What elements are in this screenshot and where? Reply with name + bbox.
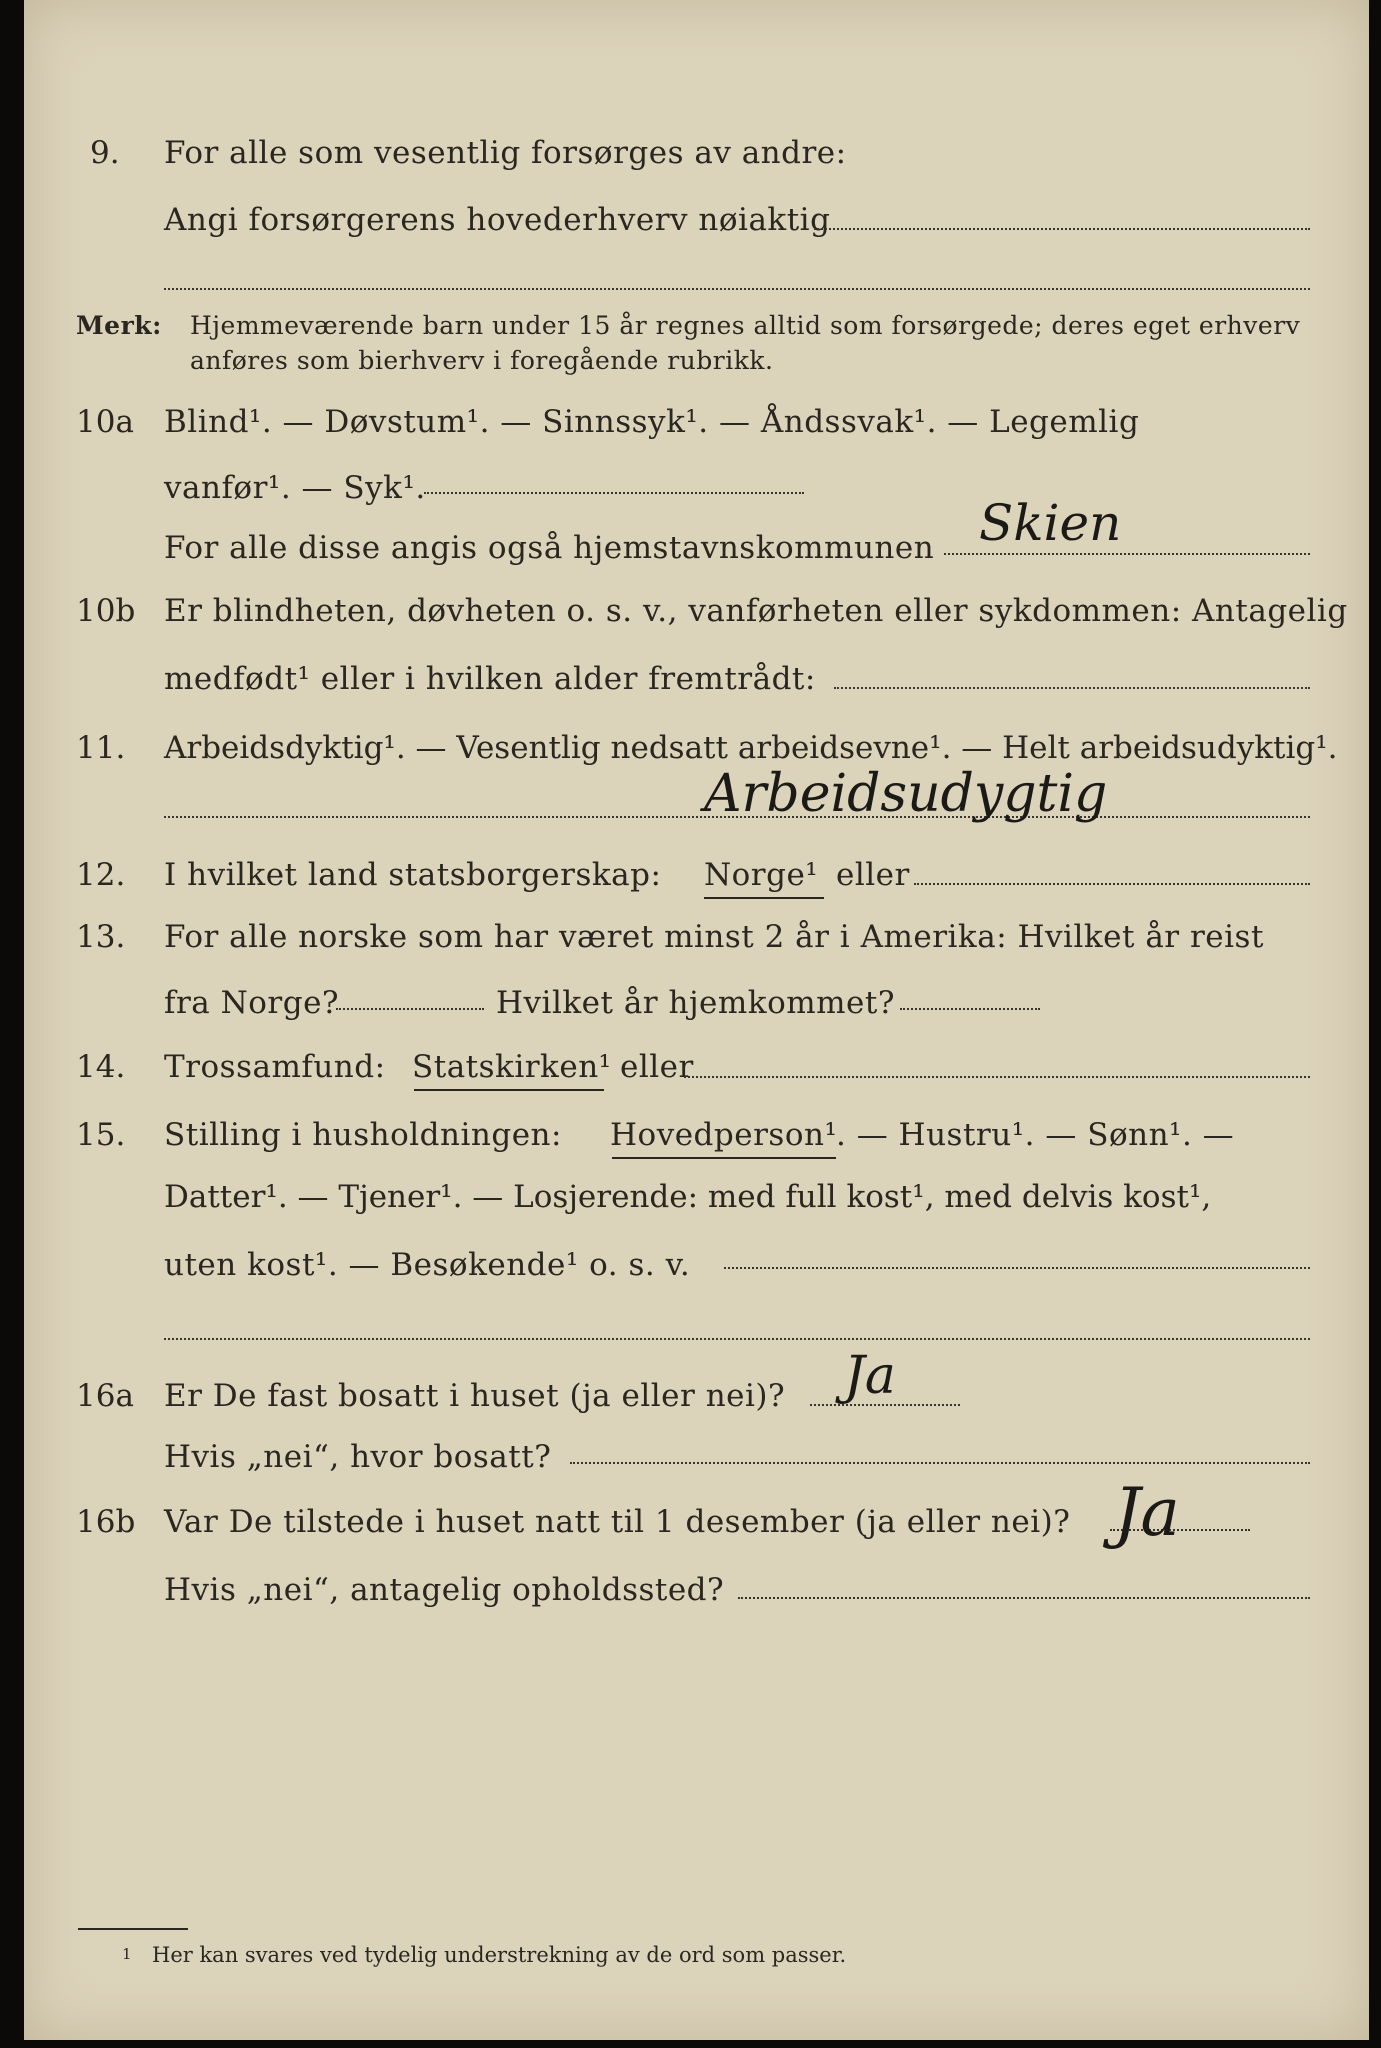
q16b-number: 16b (76, 1504, 136, 1540)
q10b-question-cont: medfødt¹ eller i hvilken alder fremtrådt: (164, 661, 816, 697)
q13-question: For alle norske som har været minst 2 år i Amerika: Hvilket år reist (164, 919, 1264, 955)
q15-answer-field-2[interactable] (164, 1338, 1310, 1340)
q15-number: 15. (76, 1117, 126, 1153)
q9-answer-field[interactable] (814, 228, 1310, 230)
q16a-number: 16a (76, 1378, 134, 1414)
q10a-handwritten-answer: Skien (979, 494, 1122, 552)
q16a-followup: Hvis „nei“, hvor bosatt? (164, 1439, 552, 1475)
footnote-rule (78, 1928, 188, 1930)
q15-option-head: Hovedperson¹ (610, 1117, 838, 1153)
q11-options: Arbeidsdyktig¹. — Vesentlig nedsatt arbeidsevne¹. — Helt arbeidsudyktig¹. (164, 730, 1338, 766)
q15-options-line-3: uten kost¹. — Besøkende¹ o. s. v. (164, 1247, 691, 1283)
q11-number: 11. (76, 730, 126, 766)
q12-or: eller (836, 857, 910, 893)
q12-norway-underline (704, 897, 824, 899)
q15-question: Stilling i husholdningen: (164, 1117, 562, 1153)
census-form-page (24, 0, 1369, 2040)
q10a-number: 10a (76, 404, 134, 440)
q16a-handwritten-answer: Ja (844, 1346, 896, 1406)
q14-or: eller (620, 1049, 694, 1085)
note-text-line-1: Hjemmeværende barn under 15 år regnes alltid som forsørgede; deres eget erhverv (190, 311, 1301, 340)
q13-number: 13. (76, 919, 126, 955)
q16b-followup: Hvis „nei“, antagelig opholdssted? (164, 1572, 725, 1608)
q10b-answer-field[interactable] (834, 687, 1310, 689)
q10a-options: Blind¹. — Døvstum¹. — Sinnssyk¹. — Åndssvak¹. — Legemlig (164, 404, 1140, 440)
footnote-marker: 1 (122, 1945, 132, 1963)
q16b-question: Var De tilstede i huset natt til 1 desember (ja eller nei)? (164, 1504, 1071, 1540)
note-text-line-2: anføres som bierhverv i foregående rubrikk. (190, 346, 774, 375)
q10b-question: Er blindheten, døvheten o. s. v., vanførheten eller sykdommen: Antagelig (164, 593, 1348, 629)
q9-number: 9. (90, 135, 120, 171)
q12-answer-field[interactable] (914, 883, 1310, 885)
q14-state-church-underline (414, 1089, 604, 1091)
q12-question: I hvilket land statsborgerskap: (164, 857, 662, 893)
q16a-followup-field[interactable] (570, 1462, 1310, 1464)
q13-departure-year-field[interactable] (336, 1008, 484, 1010)
q16a-question: Er De fast bosatt i huset (ja eller nei)? (164, 1378, 786, 1414)
q11-handwritten-answer: Arbeidsudygtig (704, 764, 1108, 824)
q13-return-label: Hvilket år hjemkommet? (496, 985, 895, 1021)
q14-answer-field[interactable] (684, 1076, 1310, 1078)
q10a-options-cont: vanfør¹. — Syk¹. (164, 470, 426, 506)
q14-option-state-church: Statskirken¹ (412, 1049, 612, 1085)
q16b-handwritten-answer: Ja (1114, 1474, 1180, 1551)
q13-departure-label: fra Norge? (164, 985, 340, 1021)
q13-return-year-field[interactable] (900, 1008, 1040, 1010)
q10a-answer-field[interactable] (424, 492, 804, 494)
q14-question: Trossamfund: (164, 1049, 386, 1085)
q10a-home-municipality-field[interactable] (944, 553, 1310, 555)
q15-options-line-2: Datter¹. — Tjener¹. — Losjerende: med full kost¹, med delvis kost¹, (164, 1179, 1212, 1215)
q9-answer-field-2[interactable] (164, 288, 1310, 290)
q16b-followup-field[interactable] (738, 1597, 1310, 1599)
q9-instruction: Angi forsørgerens hovederhverv nøiaktig (164, 202, 831, 238)
q12-option-norway: Norge¹ (704, 857, 819, 893)
q10b-number: 10b (76, 593, 136, 629)
footnote-text: Her kan svares ved tydelig understrekning av de ord som passer. (152, 1943, 847, 1967)
note-label: Merk: (76, 311, 162, 340)
q15-options-rest: . — Hustru¹. — Sønn¹. — (836, 1117, 1235, 1153)
q12-number: 12. (76, 857, 126, 893)
q14-number: 14. (76, 1049, 126, 1085)
q15-head-underline (612, 1157, 836, 1159)
q15-answer-field[interactable] (724, 1267, 1310, 1269)
q10a-home-municipality-label: For alle disse angis også hjemstavnskommunen (164, 530, 935, 566)
q9-question: For alle som vesentlig forsørges av andre: (164, 135, 847, 171)
